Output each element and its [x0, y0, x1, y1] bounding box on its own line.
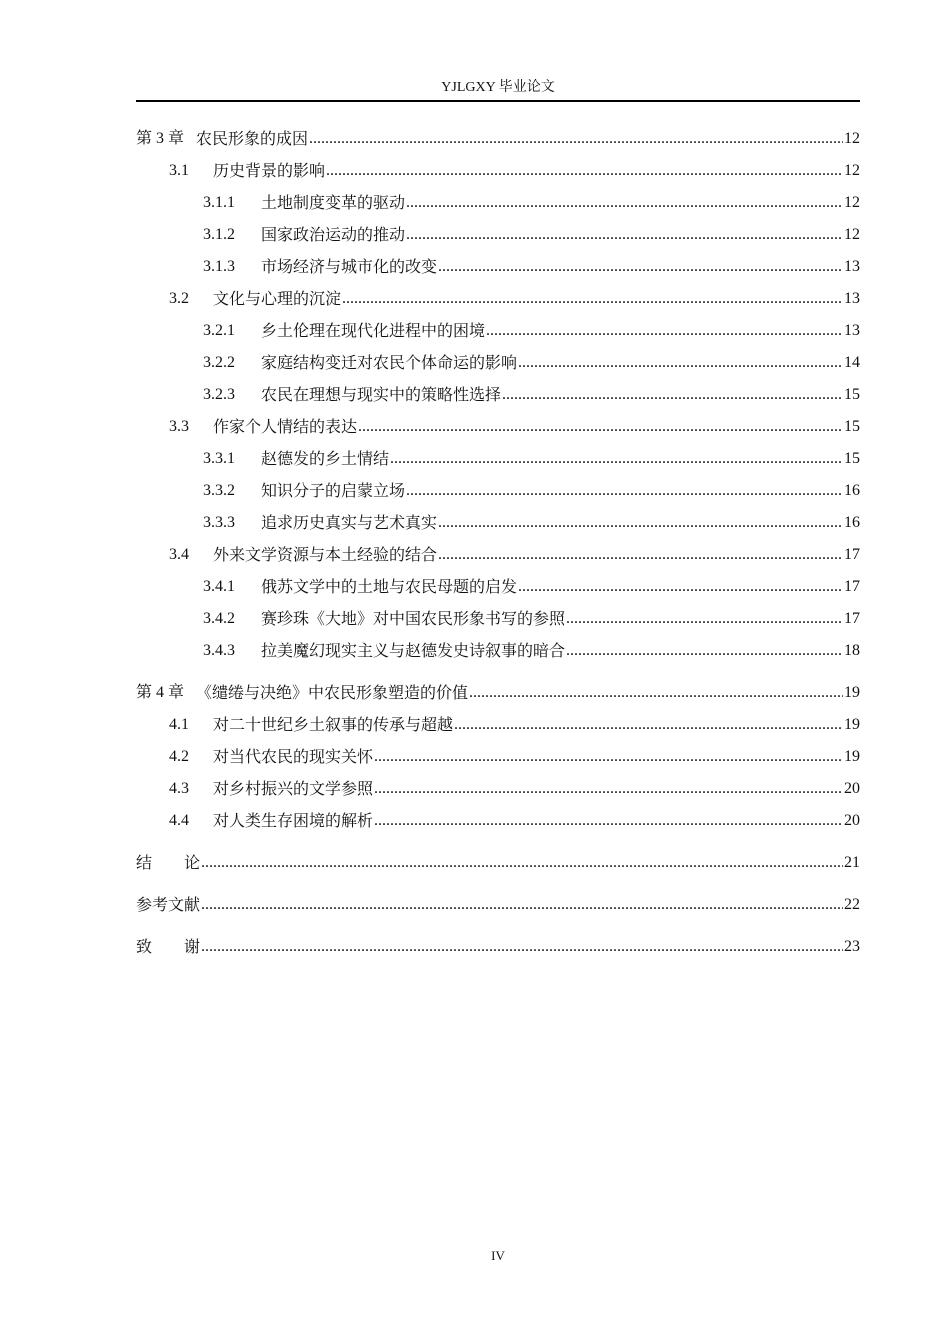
- toc-leader-dots: [438, 257, 843, 277]
- toc-leader-dots: [201, 937, 843, 957]
- toc-entry-page: 12: [844, 194, 860, 211]
- toc-leader-dots: [374, 747, 843, 767]
- toc-leader-dots: [390, 449, 843, 469]
- toc-entry[interactable]: [136, 799, 860, 831]
- toc-entry-page: 22: [844, 896, 860, 913]
- toc-entry[interactable]: [136, 629, 860, 661]
- toc-entry-title: 致 谢: [136, 937, 201, 956]
- toc-leader-dots: [518, 353, 843, 373]
- toc-entry[interactable]: [136, 767, 860, 799]
- toc-leader-dots: [566, 641, 843, 661]
- toc-leader-dots: [566, 609, 843, 629]
- toc-leader-dots: [309, 129, 843, 149]
- toc-leader-dots: [406, 481, 843, 501]
- toc-entry[interactable]: [136, 373, 860, 405]
- toc-entry-title: 市场经济与城市化的改变: [261, 257, 438, 276]
- toc-entry-number: 3.1: [169, 162, 189, 179]
- toc-entry-title: 外来文学资源与本土经验的结合: [213, 545, 438, 564]
- toc-leader-dots: [438, 545, 843, 565]
- toc-entry-page: 17: [844, 578, 860, 595]
- toc-entry[interactable]: [136, 309, 860, 341]
- page-header: YJLGXY 毕业论文: [441, 80, 555, 95]
- toc-entry-title: 俄苏文学中的土地与农民母题的启发: [261, 577, 518, 596]
- toc-entry-number: 3.4.2: [203, 610, 235, 627]
- toc-entry[interactable]: [136, 925, 860, 957]
- toc-entry-number: 4.1: [169, 716, 189, 733]
- toc-entry[interactable]: [136, 245, 860, 277]
- toc-entry-page: 13: [844, 290, 860, 307]
- toc-entry-page: 13: [844, 258, 860, 275]
- toc-entry[interactable]: [136, 841, 860, 873]
- toc-entry-page: 15: [844, 418, 860, 435]
- toc-entry-page: 18: [844, 642, 860, 659]
- toc-entry-number: 3.2: [169, 290, 189, 307]
- toc-entry-title: 历史背景的影响: [213, 161, 326, 180]
- toc-entry-page: 15: [844, 450, 860, 467]
- toc-entry-title: 国家政治运动的推动: [261, 225, 406, 244]
- toc-entry-title: 对人类生存困境的解析: [213, 811, 374, 830]
- toc-entry-title: 农民在理想与现实中的策略性选择: [261, 385, 502, 404]
- toc-entry-number: 3.1.2: [203, 226, 235, 243]
- toc-entry[interactable]: [136, 883, 860, 915]
- toc-entry-number: 3.3.3: [203, 514, 235, 531]
- toc-leader-dots: [342, 289, 843, 309]
- table-of-contents: [136, 117, 860, 957]
- toc-entry[interactable]: [136, 181, 860, 213]
- toc-entry[interactable]: [136, 341, 860, 373]
- toc-entry-number: 3.1.3: [203, 258, 235, 275]
- toc-entry-page: 17: [844, 610, 860, 627]
- toc-entry-page: 12: [844, 226, 860, 243]
- toc-entry[interactable]: [136, 277, 860, 309]
- toc-entry[interactable]: [136, 501, 860, 533]
- toc-entry[interactable]: [136, 213, 860, 245]
- toc-entry-title: 文化与心理的沉淀: [213, 289, 342, 308]
- toc-entry-title: 知识分子的启蒙立场: [261, 481, 406, 500]
- toc-entry-title: 家庭结构变迁对农民个体命运的影响: [261, 353, 518, 372]
- toc-leader-dots: [326, 161, 843, 181]
- toc-entry-title: 赵德发的乡土情结: [261, 449, 390, 468]
- toc-entry[interactable]: [136, 671, 860, 703]
- toc-leader-dots: [374, 779, 843, 799]
- toc-entry-title: 拉美魔幻现实主义与赵德发史诗叙事的暗合: [261, 641, 566, 660]
- toc-entry-number: 3.3.1: [203, 450, 235, 467]
- toc-leader-dots: [469, 683, 843, 703]
- toc-entry-number: 3.4.1: [203, 578, 235, 595]
- toc-entry[interactable]: [136, 149, 860, 181]
- toc-entry-number: 3.2.2: [203, 354, 235, 371]
- toc-leader-dots: [358, 417, 843, 437]
- toc-entry-title: 结 论: [136, 853, 201, 872]
- toc-entry[interactable]: [136, 703, 860, 735]
- toc-entry-number: 3.2.1: [203, 322, 235, 339]
- header-rule: [136, 100, 860, 102]
- toc-entry-page: 17: [844, 546, 860, 563]
- toc-leader-dots: [201, 895, 843, 915]
- toc-entry[interactable]: [136, 735, 860, 767]
- toc-entry-page: 23: [844, 938, 860, 955]
- toc-entry-number: 第 4 章: [136, 684, 185, 701]
- toc-entry-number: 第 3 章: [136, 130, 185, 147]
- toc-leader-dots: [406, 193, 843, 213]
- toc-entry-page: 20: [844, 812, 860, 829]
- toc-entry-title: 作家个人情结的表达: [213, 417, 358, 436]
- toc-leader-dots: [201, 853, 843, 873]
- toc-entry-number: 3.2.3: [203, 386, 235, 403]
- toc-entry-title: 乡土伦理在现代化进程中的困境: [261, 321, 486, 340]
- toc-entry-number: 3.4.3: [203, 642, 235, 659]
- toc-entry-page: 12: [844, 162, 860, 179]
- toc-entry-number: 3.4: [169, 546, 189, 563]
- toc-entry-page: 21: [844, 854, 860, 871]
- toc-entry-number: 4.2: [169, 748, 189, 765]
- toc-leader-dots: [486, 321, 843, 341]
- toc-leader-dots: [406, 225, 843, 245]
- toc-leader-dots: [502, 385, 843, 405]
- toc-entry-title: 对二十世纪乡土叙事的传承与超越: [213, 715, 454, 734]
- toc-entry-page: 19: [844, 748, 860, 765]
- page-number: IV: [491, 1248, 505, 1263]
- toc-entry-title: 土地制度变革的驱动: [261, 193, 406, 212]
- toc-entry[interactable]: [136, 437, 860, 469]
- toc-leader-dots: [438, 513, 843, 533]
- toc-leader-dots: [374, 811, 843, 831]
- toc-entry[interactable]: [136, 405, 860, 437]
- toc-entry-title: 参考文献: [136, 895, 201, 914]
- toc-entry[interactable]: [136, 565, 860, 597]
- toc-leader-dots: [454, 715, 843, 735]
- toc-entry[interactable]: [136, 533, 860, 565]
- toc-entry-title: 农民形象的成因: [196, 129, 309, 148]
- toc-entry-page: 12: [844, 130, 860, 147]
- toc-entry-number: 3.3: [169, 418, 189, 435]
- toc-entry-page: 19: [844, 716, 860, 733]
- toc-entry-page: 16: [844, 482, 860, 499]
- toc-entry-number: 3.1.1: [203, 194, 235, 211]
- toc-entry-page: 16: [844, 514, 860, 531]
- toc-entry-page: 20: [844, 780, 860, 797]
- toc-entry-number: 4.3: [169, 780, 189, 797]
- toc-entry[interactable]: [136, 469, 860, 501]
- toc-entry-page: 14: [844, 354, 860, 371]
- toc-entry-page: 15: [844, 386, 860, 403]
- toc-entry-page: 13: [844, 322, 860, 339]
- toc-entry-number: 3.3.2: [203, 482, 235, 499]
- toc-entry-number: 4.4: [169, 812, 189, 829]
- toc-entry-title: 赛珍珠《大地》对中国农民形象书写的参照: [261, 609, 566, 628]
- toc-entry[interactable]: [136, 117, 860, 149]
- toc-leader-dots: [518, 577, 843, 597]
- toc-entry-page: 19: [844, 684, 860, 701]
- toc-entry-title: 追求历史真实与艺术真实: [261, 513, 438, 532]
- toc-entry-title: 《缱绻与决绝》中农民形象塑造的价值: [196, 683, 469, 702]
- toc-entry[interactable]: [136, 597, 860, 629]
- toc-entry-title: 对乡村振兴的文学参照: [213, 779, 374, 798]
- toc-entry-title: 对当代农民的现实关怀: [213, 747, 374, 766]
